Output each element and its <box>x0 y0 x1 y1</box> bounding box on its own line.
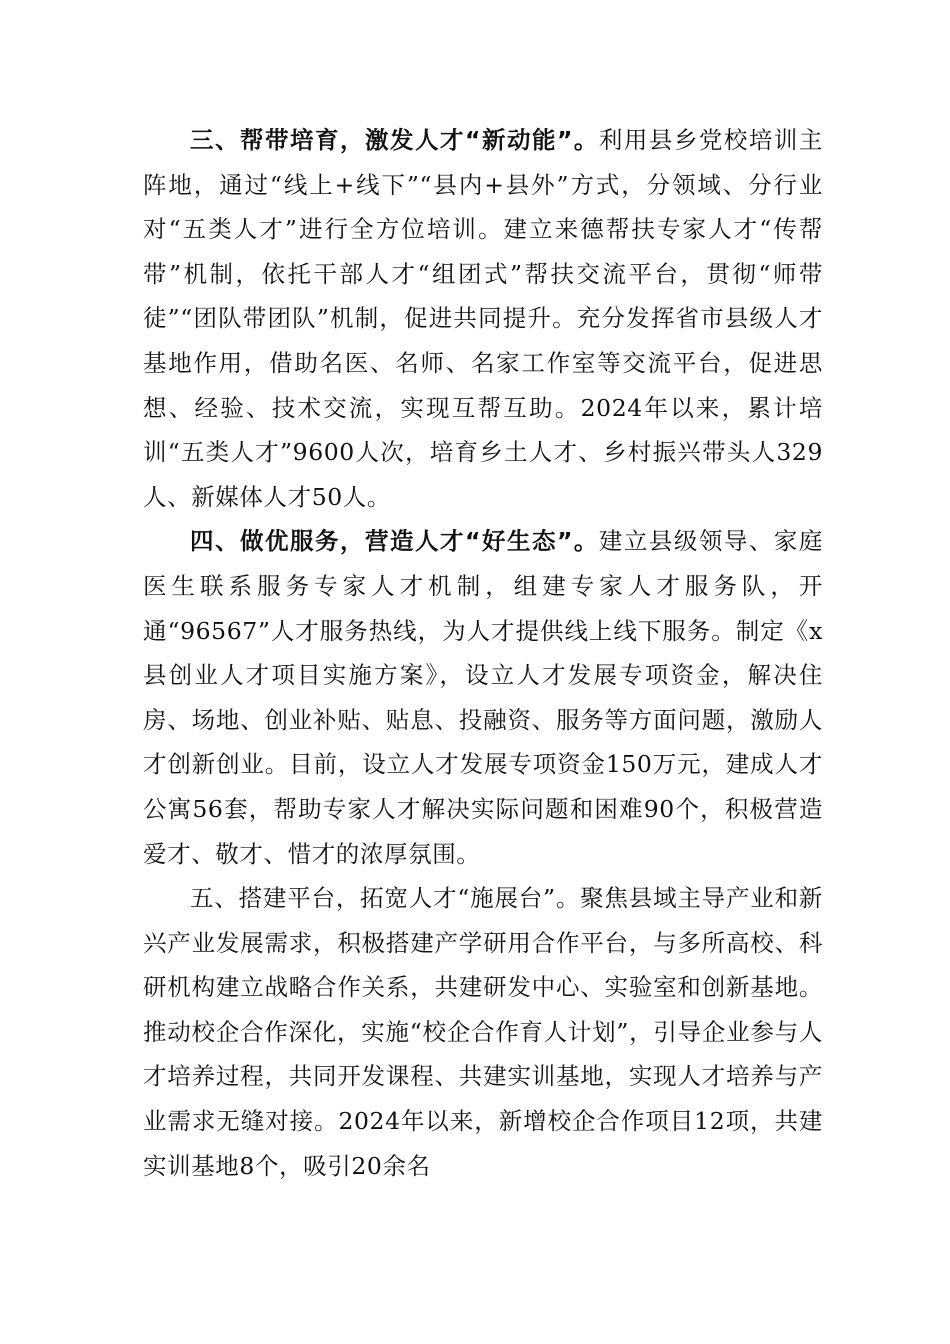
section-heading-training: 三、帮带培育，激发人才“新动能”。 <box>190 126 599 154</box>
paragraph-text-training: 利用县乡党校培训主阵地，通过“线上+线下”“县内+县外”方式，分领域、分行业对“五类人才”进行全方位培训。建立来德帮扶专家人才“传帮带”机制，依托干部人才“组团式”帮扶交流平台，贯彻“师带徒”“团队带团队”机制，促进共同提升。充分发挥省市县级人才基地作用，借助名医、名师、名家工作室等交流平台，促进思想、经验、技术交流，实现互帮互助。2024年以来，累计培训“五类人才”9600人次，培育乡土人才、乡村振兴带头人329人、新媒体人才50人。 <box>143 126 823 511</box>
document-body <box>143 118 823 1188</box>
section-heading-service: 四、做优服务，营造人才“好生态”。 <box>190 527 599 556</box>
paragraph-platform <box>143 876 823 1188</box>
paragraph-text-service: 建立县级领导、家庭医生联系服务专家人才机制，组建专家人才服务队，开通“96567”人才服务热线，为人才提供线上线下服务。制定《x县创业人才项目实施方案》，设立人才发展专项资金，解决住房、场地、创业补贴、贴息、投融资、服务等方面问题，激励人才创新创业。目前，设立人才发展专项资金150万元，建成人才公寓56套，帮助专家人才解决实际问题和困难90个，积极营造爱才、敬才、惜才的浓厚氛围。 <box>143 527 823 868</box>
paragraph-training <box>143 118 823 519</box>
paragraph-text-platform: 聚焦县域主导产业和新兴产业发展需求，积极搭建产学研用合作平台，与多所高校、科研机构建立战略合作关系，共建研发中心、实验室和创新基地。推动校企合作深化，实施“校企合作育人计划”，引导企业参与人才培养过程，共同开发课程、共建实训基地，实现人才培养与产业需求无缝对接。2024年以来，新增校企合作项目12项，共建实训基地8个，吸引20余名 <box>143 884 823 1180</box>
paragraph-service <box>143 519 823 876</box>
section-heading-platform: 五、搭建平台，拓宽人才“施展台”。 <box>190 884 581 913</box>
